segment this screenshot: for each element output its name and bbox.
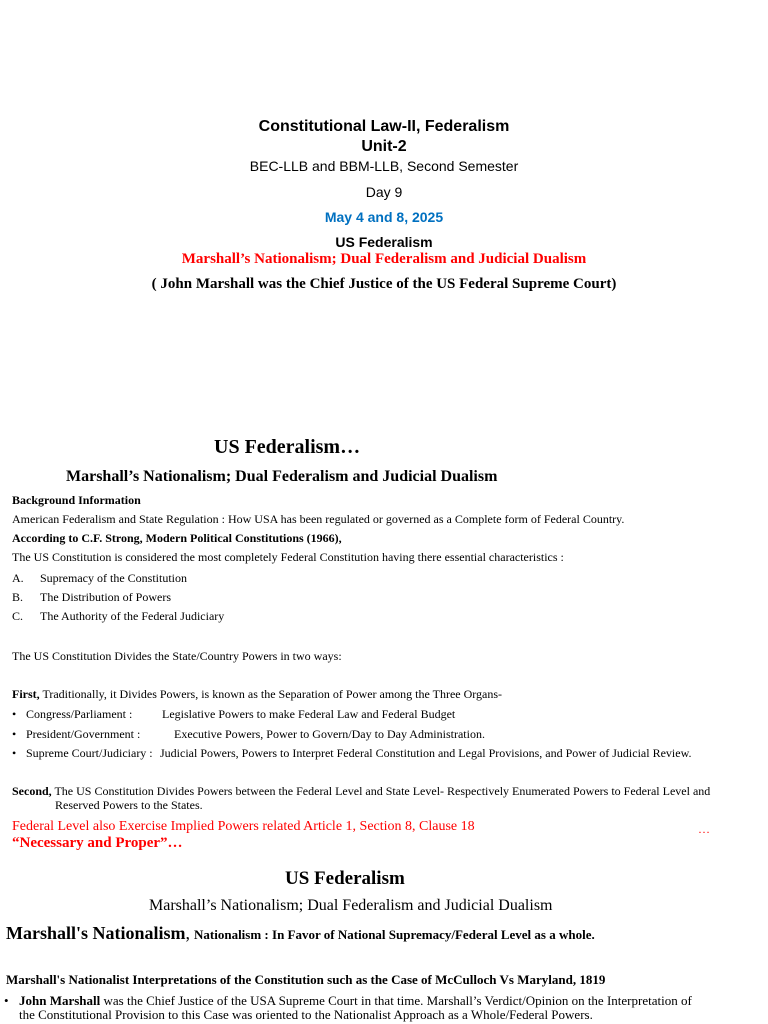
nationalism-desc: Nationalism : In Favor of National Supremacy/Federal Level as a whole.	[194, 927, 595, 942]
according-text: The US Constitution is considered the most completely Federal Constitution having there essential characteristics :	[12, 550, 564, 564]
marshall-bullet	[4, 993, 9, 1009]
course-title: Constitutional Law-II, Federalism	[258, 118, 510, 135]
subtopic-text: Marshall’s Nationalism; Dual Federalism and Judicial Dualism	[181, 251, 587, 267]
background-label: Background Information	[12, 493, 141, 507]
slide2-subheading: Marshall’s Nationalism; Dual Federalism and Judicial Dualism	[66, 468, 498, 485]
marshall-name: John Marshall	[19, 993, 101, 1008]
day-text: Day 9	[365, 184, 403, 200]
characteristic-letter: C.	[12, 609, 24, 623]
organ-power: Legislative Powers to make Federal Law and Federal Budget	[162, 707, 456, 721]
nationalism-comma: ,	[185, 923, 191, 943]
interpretations-text: Marshall's Nationalist Interpretations of the Constitution such as the Case of McCulloch Vs Maryland, 1819	[6, 972, 606, 987]
characteristic-text: The Distribution of Powers	[40, 590, 171, 604]
nationalism-title: Marshall's Nationalism	[6, 923, 186, 943]
divides-text: The US Constitution Divides the State/Country Powers in two ways:	[12, 649, 342, 663]
background-text: American Federalism and State Regulation : How USA has been regulated or governed as a Complete form of Federal Country.	[12, 512, 625, 526]
second-text-cont: Reserved Powers to the States.	[55, 798, 203, 812]
second-paragraph	[12, 784, 710, 799]
characteristic-c	[12, 609, 225, 624]
nationalism-line	[6, 923, 595, 944]
date-text: May 4 and 8, 2025	[324, 209, 444, 225]
bullet-icon: •	[4, 993, 9, 1008]
slide3-heading: US Federalism	[285, 868, 405, 889]
bullet-icon: •	[12, 727, 17, 741]
first-paragraph	[12, 687, 502, 702]
slide2-heading: US Federalism…	[214, 436, 361, 458]
organ-name: President/Government :	[26, 727, 141, 741]
second-text: The US Constitution Divides Powers between the Federal Level and State Level- Respectively Enumerated Powers to Federal Level and	[51, 784, 711, 798]
unit-title: Unit-2	[361, 138, 407, 155]
first-label: First,	[12, 687, 40, 701]
ellipsis: …	[698, 822, 710, 836]
characteristic-b	[12, 590, 171, 605]
second-label: Second,	[12, 784, 52, 798]
topic-text: US Federalism	[335, 234, 433, 250]
necessary-text: “Necessary and Proper”…	[12, 835, 183, 851]
organ-power: Judicial Powers, Powers to Interpret Federal Constitution and Legal Provisions, and Power of Judicial Review.	[160, 746, 692, 760]
organ-item	[12, 746, 692, 761]
organ-name: Congress/Parliament :	[26, 707, 133, 721]
organ-item	[12, 707, 456, 722]
bullet-icon: •	[12, 746, 17, 760]
marshall-text: was the Chief Justice of the USA Supreme Court in that time. Marshall’s Verdict/Opinion on the Interpretation of	[100, 993, 692, 1008]
organ-name: Supreme Court/Judiciary :	[26, 746, 153, 760]
characteristic-letter: B.	[12, 590, 24, 604]
organ-item	[12, 727, 485, 742]
slide3-subheading: Marshall’s Nationalism; Dual Federalism and Judicial Dualism	[149, 897, 553, 914]
characteristic-text: Supremacy of the Constitution	[40, 571, 187, 585]
marshall-text-cont: the Constitutional Provision to this Case was oriented to the Nationalist Approach as a Whole/Federal Powers.	[19, 1007, 593, 1022]
first-text: Traditionally, it Divides Powers, is known as the Separation of Power among the Three Organs-	[39, 687, 503, 701]
characteristic-a	[12, 571, 187, 586]
according-label: According to C.F. Strong, Modern Political Constitutions (1966),	[12, 531, 342, 545]
bullet-icon: •	[12, 707, 17, 721]
note-text: ( John Marshall was the Chief Justice of the US Federal Supreme Court)	[151, 276, 617, 292]
program-text: BEC-LLB and BBM-LLB, Second Semester	[249, 158, 519, 174]
organ-power: Executive Powers, Power to Govern/Day to Day Administration.	[174, 727, 485, 741]
characteristic-letter: A.	[12, 571, 24, 585]
implied-text: Federal Level also Exercise Implied Powers related Article 1, Section 8, Clause 18	[12, 819, 475, 834]
characteristic-text: The Authority of the Federal Judiciary	[40, 609, 225, 623]
